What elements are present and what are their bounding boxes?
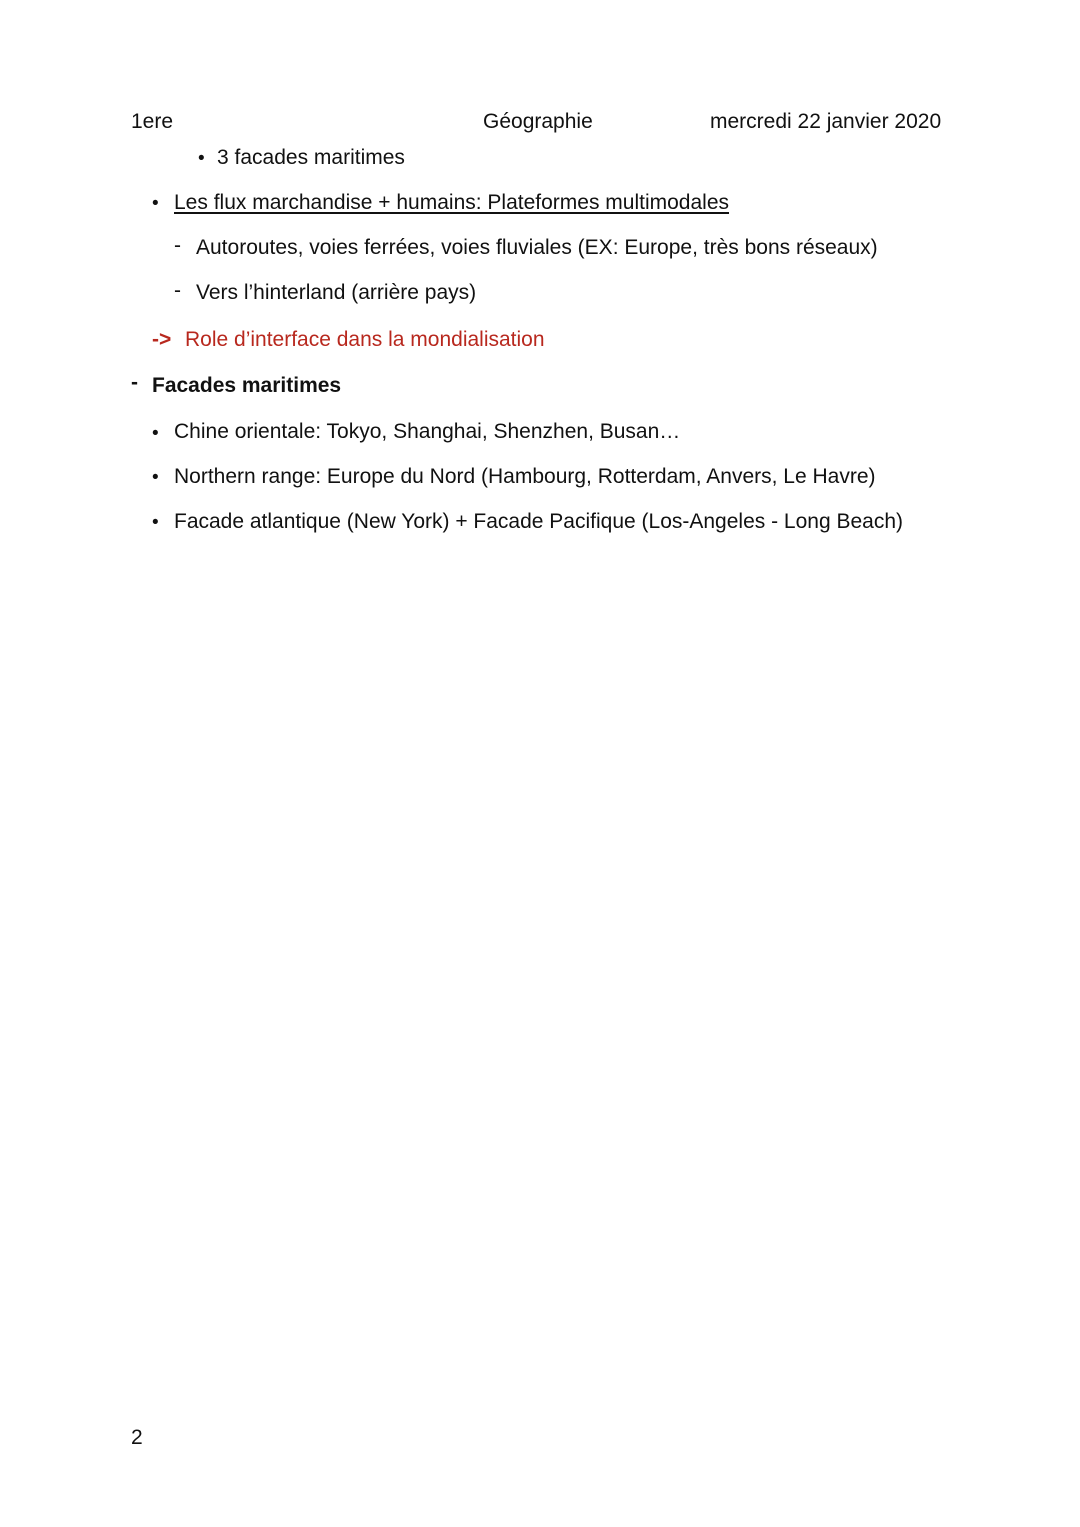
bullet-marker: • bbox=[152, 193, 159, 214]
header-date: mercredi 22 janvier 2020 bbox=[710, 110, 942, 133]
list-item: Vers l’hinterland (arrière pays) bbox=[196, 281, 477, 304]
bullet-marker: • bbox=[152, 512, 159, 533]
section-heading: Facades maritimes bbox=[152, 374, 342, 397]
bullet-marker: • bbox=[152, 467, 159, 488]
dash-marker: - bbox=[174, 279, 181, 302]
dash-marker: - bbox=[131, 371, 138, 394]
list-item: Chine orientale: Tokyo, Shanghai, Shenzhen, Busan… bbox=[174, 420, 681, 443]
header-class: 1ere bbox=[131, 110, 174, 133]
bullet-marker: • bbox=[152, 423, 159, 444]
conclusion-text: Role d’interface dans la mondialisation bbox=[185, 328, 545, 351]
page-number: 2 bbox=[131, 1426, 143, 1449]
dash-marker: - bbox=[174, 234, 181, 257]
header-subject: Géographie bbox=[483, 110, 593, 133]
section-subheading: Les flux marchandise + humains: Plateformes multimodales bbox=[174, 191, 730, 214]
list-item: Facade atlantique (New York) + Facade Pacifique (Los-Angeles - Long Beach) bbox=[174, 510, 904, 533]
arrow-marker: -> bbox=[152, 328, 172, 351]
bullet-marker: • bbox=[198, 148, 205, 169]
list-item: Northern range: Europe du Nord (Hambourg, Rotterdam, Anvers, Le Havre) bbox=[174, 465, 876, 488]
list-item: Autoroutes, voies ferrées, voies fluviales (EX: Europe, très bons réseaux) bbox=[196, 236, 878, 259]
list-item: 3 facades maritimes bbox=[217, 146, 405, 169]
